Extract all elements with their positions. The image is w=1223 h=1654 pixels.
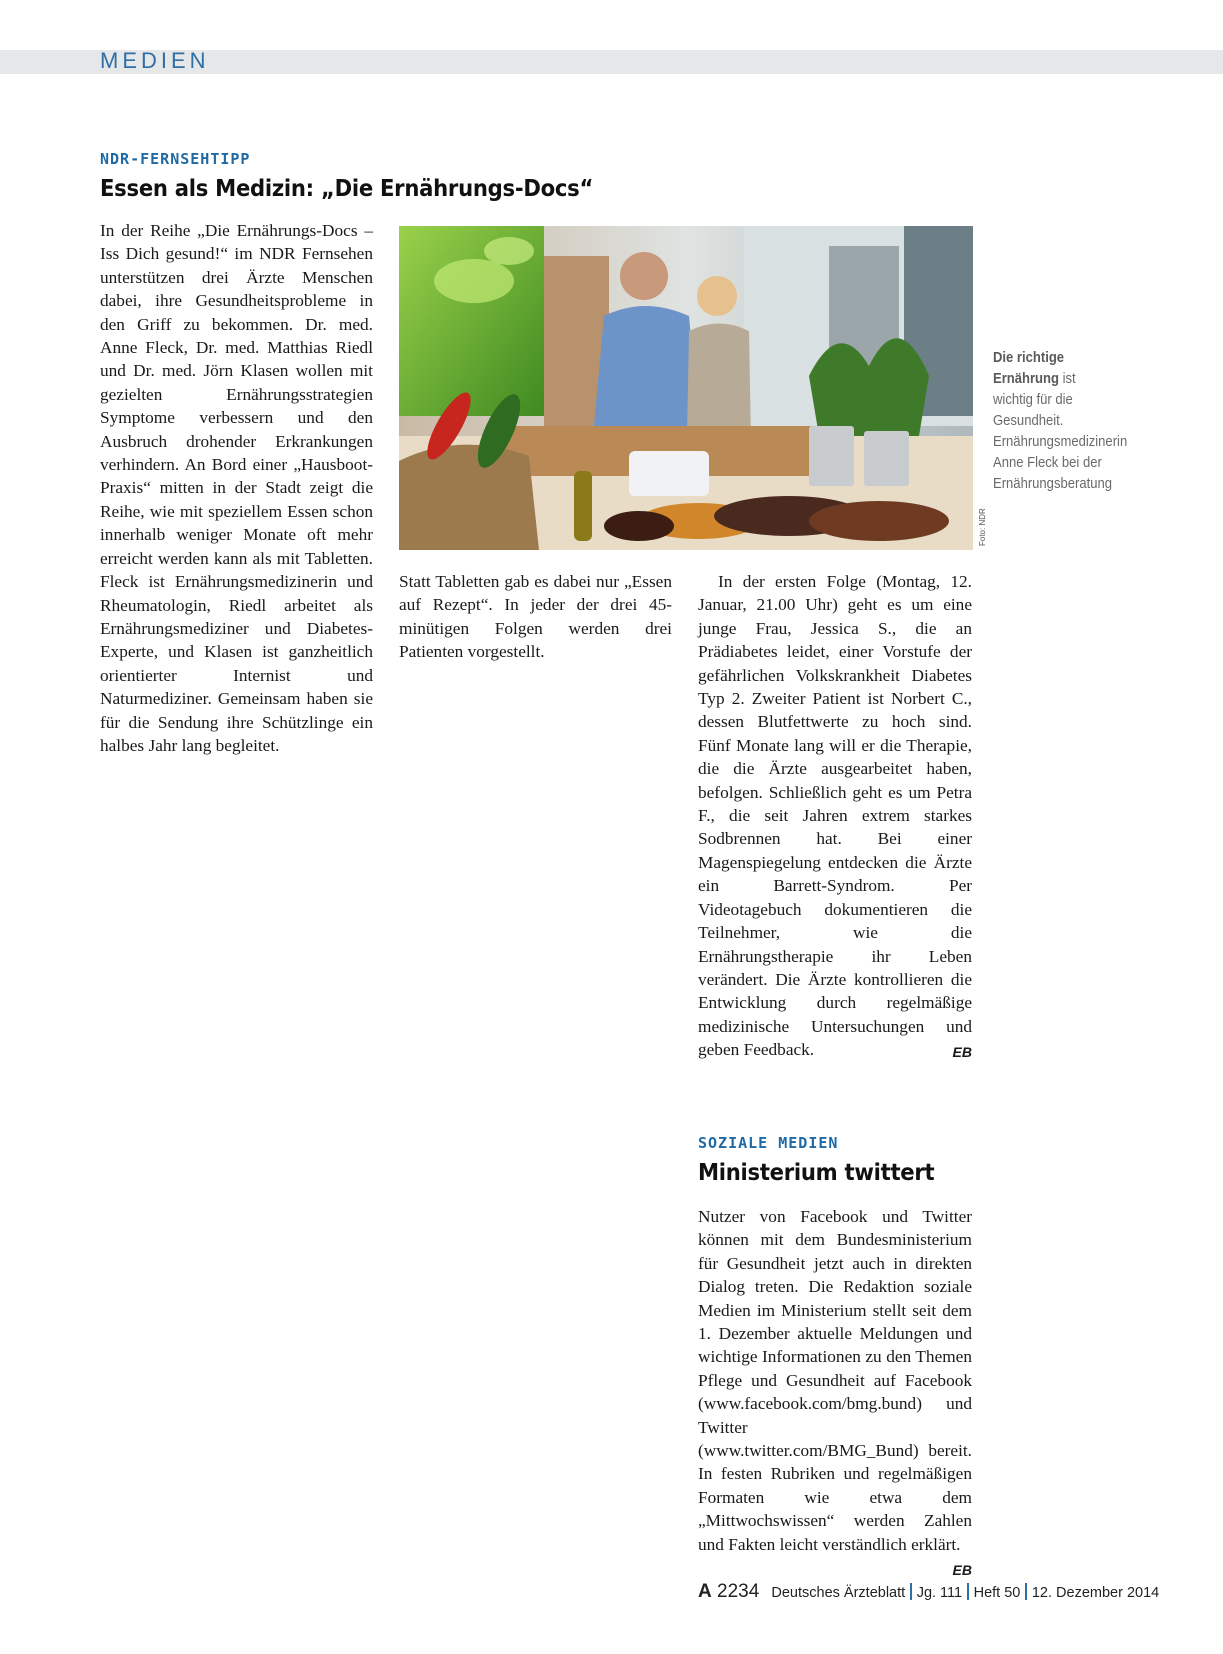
journal-name: Deutsches Ärzteblatt (771, 1585, 906, 1601)
journal-volume: Jg. 111 (916, 1585, 963, 1601)
article2-body (698, 1205, 972, 1583)
issue-date: 12. Dezember 2014 (1031, 1585, 1160, 1601)
article2-signature: EB (952, 1562, 972, 1579)
article1-kicker: NDR-FERNSEHTIPP (100, 150, 251, 168)
article2-kicker: SOZIALE MEDIEN (698, 1134, 839, 1152)
article1-headline: Essen als Medizin: „Die Ernährungs-Docs“ (100, 176, 594, 202)
caption-text: ist wichtig für die Gesundheit. Ernährungsmedizinerin Anne Fleck bei der Ernährungsberatung (993, 371, 1128, 492)
article1-col1-text: In der Reihe „Die Ernährungs-Docs – Iss Dich gesund!“ im NDR Fernsehen unterstützen drei Ärzte Menschen dabei, ihre Gesundheitsprobleme in den Griff zu bekommen. Dr. med. Anne Fleck, Dr. med. Matthias Riedl und Dr. med. Jörn Klasen wollen mit gezielten Ernährungsstrategien Symptome verbessern und den Ausbruch drohender Erkrankungen verhindern. An Bord einer „Hausboot-Praxis“ mitten in der Stadt zeigt die Reihe, wie mit speziellem Essen schon innerhalb weniger Monate oft mehr erreicht werden kann als mit Tabletten. Fleck ist Ernährungsmedizinerin und Rheumatologin, Riedl arbeitet als Ernährungsmediziner und Diabetes-Experte, und Klasen ist ganzheitlich orientierter Internist und Naturmediziner. Gemeinsam haben sie für die Sendung ihre Schützlinge ein halbes Jahr lang begleitet. (100, 221, 373, 755)
article-photo (399, 226, 973, 550)
article1-col3-text: In der ersten Folge (Montag, 12. Januar, 21.00 Uhr) geht es um eine junge Frau, Jessica S., die an Prädiabetes leidet, einer Vorstufe der gefährlichen Volkskrankheit Diabetes Typ 2. Zweiter Patient ist Norbert C., dessen Blutfettwerte zu hoch sind. Fünf Monate lang will er die Therapie, die die Ärzte ausgearbeitet haben, befolgen. Schließlich geht es um Petra F., die seit Jahren extrem starkes Sodbrennen hat. Bei einer Magenspiegelung entdecken die Ärzte ein Barrett-Syndrom. Per Videotagebuch dokumentieren die Teilnehmer, wie die Ernährungstherapie ihr Leben verändert. Die Ärzte kontrollieren die Entwicklung durch regelmäßige medizinische Untersuchungen und geben Feedback. (698, 572, 972, 1060)
article2-text: Nutzer von Facebook und Twitter können mit dem Bundesministerium für Gesundheit jetzt auch in direkten Dialog treten. Die Redaktion soziale Medien im Ministerium stellt seit dem 1. Dezember aktuelle Meldungen und wichtige Informationen zu den Themen Pflege und Gesundheit auf Facebook (www.facebook.com/bmg.bund) und Twitter (www.twitter.com/BMG_Bund) bereit. In festen Rubriken und regelmäßigen Formaten wie etwa dem „Mittwochswissen“ werden Zahlen und Fakten leicht verständlich erklärt. (698, 1207, 972, 1554)
photo-caption (993, 348, 1128, 495)
page-number-value: 2234 (717, 1581, 760, 1602)
article2-headline: Ministerium twittert (698, 1160, 935, 1186)
article1-col2-text: Statt Tabletten gab es dabei nur „Essen auf Rezept“. In jeder der drei 45-minütigen Folgen werden drei Patienten vorgestellt. (399, 572, 672, 662)
caption-emphasis: Die richtige Ernährung (993, 350, 1065, 387)
article1-column-1 (100, 219, 373, 757)
article1-signature: EB (952, 1044, 972, 1061)
article1-column-2 (399, 570, 672, 664)
footer-separator (967, 1583, 969, 1600)
photo-credit: Foto: NDR (978, 508, 987, 546)
page-footer (698, 1582, 1159, 1603)
footer-separator (1025, 1583, 1027, 1600)
page-number (698, 1581, 759, 1602)
article1-column-3 (698, 570, 972, 1065)
section-label: MEDIEN (100, 48, 210, 73)
footer-separator (910, 1583, 912, 1600)
page-prefix: A (698, 1581, 712, 1602)
journal-issue: Heft 50 (973, 1585, 1021, 1601)
